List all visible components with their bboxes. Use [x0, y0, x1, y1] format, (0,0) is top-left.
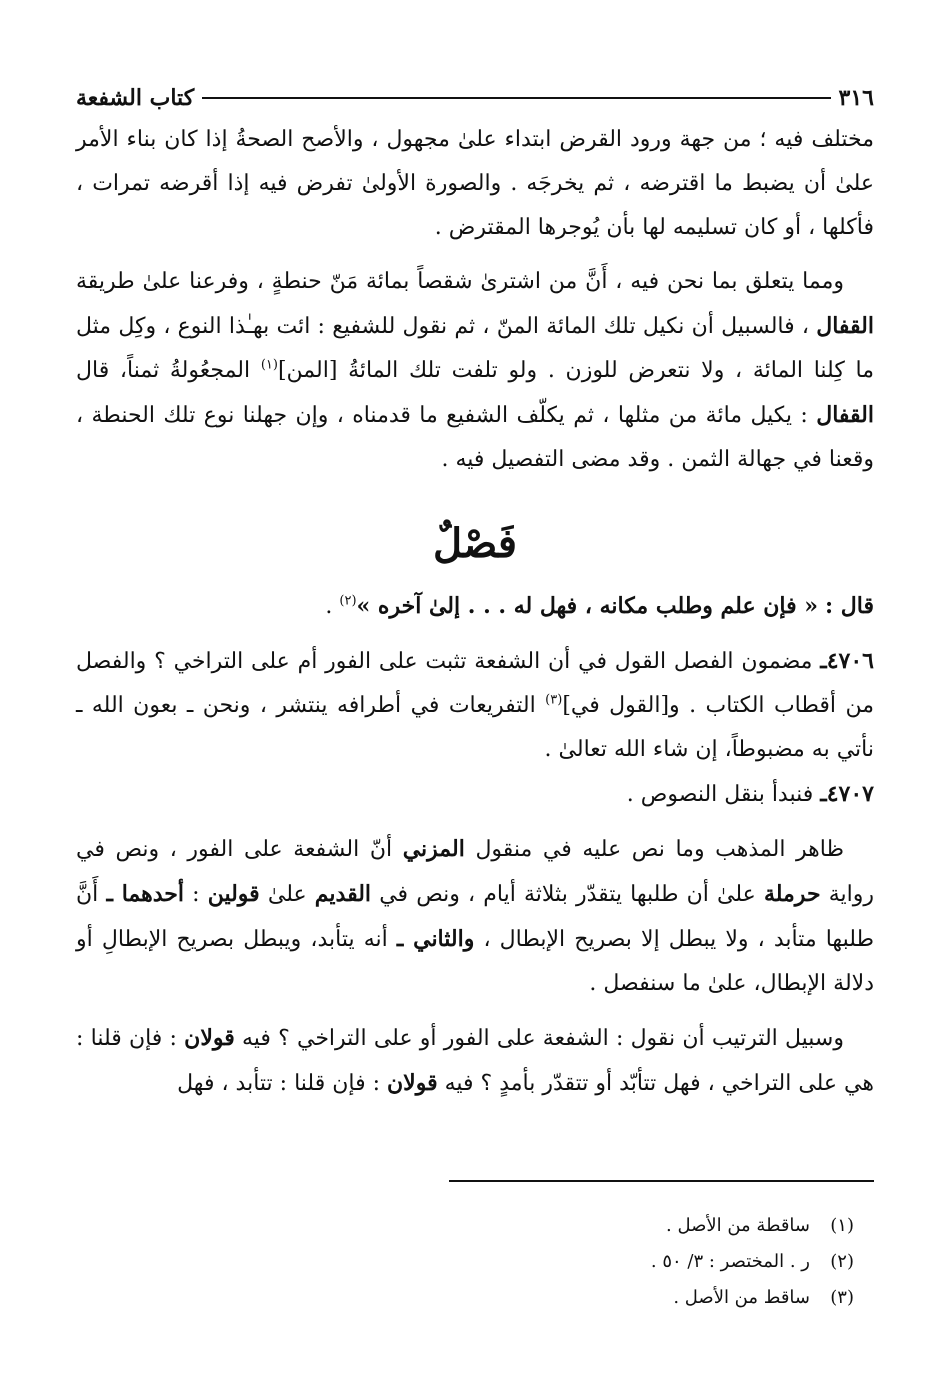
text-span: :: [192, 882, 200, 907]
name-muzani: المزني: [402, 836, 465, 862]
qala-prefix: قال :: [825, 593, 874, 619]
text-span: : فإن قلنا : تتأبد ، فهل: [177, 1071, 380, 1096]
text-span: أَنَّ طلبها متأبد ، ولا يبطل إلا بصريح الإبطال ،: [76, 882, 874, 952]
term-qawlan: قولان: [184, 1025, 235, 1051]
footnote-3: [76, 1280, 854, 1316]
footnote-2: [76, 1244, 854, 1280]
paragraph-6: [76, 1016, 874, 1106]
text-span: أنّ الشفعة على الفور ، ونص في رواية: [76, 837, 874, 907]
footnotes: [76, 1208, 854, 1316]
footnote-number: (٢): [830, 1251, 854, 1272]
page-number: ٣١٦: [838, 85, 874, 111]
text-span: : فإن قلنا : هي على التراخي ، فهل تتأبّد أو تتقدّر بأمدٍ ؟ فيه: [76, 1026, 874, 1096]
text-span: : يكيل مائة من مثلها ، ثم يكلّف الشفيع ما قدمناه ، وإن جهلنا نوع تلك الحنطة ، وقعنا في جهالة الثمن . وقد مضى التفصيل فيه .: [76, 403, 874, 472]
name-qaffal: القفال: [816, 313, 874, 339]
footnote-number: (١): [830, 1215, 854, 1236]
text-span: فنبدأ بنقل النصوص .: [626, 782, 814, 807]
text-span: ظاهر المذهب وما نص عليه في منقول: [475, 837, 844, 862]
footnote-text: ساقطة من الأصل .: [666, 1215, 810, 1236]
header-rule: [202, 97, 830, 99]
paragraph-number: ٤٧٠٦ـ: [820, 648, 874, 674]
footnote-number: (٣): [830, 1287, 854, 1308]
text-span: مضمون الفصل القول في أن الشفعة تثبت على الفور أم على التراخي ؟ والفصل من أقطاب الكتاب . و[القول في]: [76, 649, 874, 718]
text-span: ، فالسبيل أن نكيل تلك المائة المنّ ، ثم نقول للشفيع : ائت بهـٰذا النوع ، وكِل مثل ما كِلنا المائة ، ولا نتعرض للوزن . ولو تلفت تلك المائةُ [المن]: [76, 314, 874, 383]
term-qadim: القديم: [314, 881, 372, 907]
qala-quote: « فإن علم وطلب مكانه ، فهل له . . . إلىٰ آخره »: [356, 593, 819, 619]
section-heading: [76, 522, 874, 584]
fasl-ornament: فَصْلٌ: [432, 520, 518, 567]
book-title: كتاب الشفعة: [76, 85, 195, 111]
name-qaffal: القفال: [816, 402, 874, 428]
footnote-ref-1[interactable]: (١): [260, 357, 278, 373]
paragraph-4706: [76, 639, 874, 772]
term-qawlan: قولان: [387, 1070, 438, 1096]
term-thani: والثاني ـ: [396, 926, 475, 952]
paragraph-1: مختلف فيه ؛ من جهة ورود القرض ابتداء علىٰ مجهول ، والأصح الصحةُ إذا كان بناء الأمر علىٰ أن يضبط ما اقترضه ، ثم يخرجَه . والصورة الأولىٰ تفرض فيه إذا أقرضه تمرات ، فأكلها ، أو كان تسليمه لها بأن يُوجرها المقترض .: [76, 127, 874, 240]
text-span: وسبيل الترتيب أن نقول : الشفعة على الفور أو على التراخي ؟ فيه: [241, 1026, 844, 1051]
name-harmala: حرملة: [763, 881, 821, 907]
text-span: التفريعات في أطرافه ينتشر ، ونحن ـ بعون الله ـ نأتي به مضبوطاً، إن شاء الله تعالىٰ .: [76, 693, 874, 762]
main-text: [76, 118, 874, 1106]
text-span: علىٰ أن طلبها يتقدّر بثلاثة أيام ، ونص في: [379, 882, 756, 907]
term-ahaduhuma: أحدهما ـ: [106, 881, 184, 907]
paragraph-2: [76, 260, 874, 482]
footnote-ref-3[interactable]: (٣): [545, 692, 563, 708]
text-span: ومما يتعلق بما نحن فيه ، أَنَّ من اشترىٰ شقصاً بمائة مَنّ حنطةٍ ، وفرعنا علىٰ طريقة: [76, 269, 844, 294]
paragraph-4707: [76, 772, 874, 817]
running-header: [76, 78, 874, 118]
qala-line: [76, 584, 874, 629]
text-span: علىٰ: [267, 882, 307, 907]
footnote-ref-2[interactable]: (٢): [339, 593, 357, 609]
footnote-rule: [449, 1180, 874, 1182]
term-qawlayn: قولين: [207, 881, 260, 907]
text-span: المجعُولةُ ثمناً، قال: [76, 358, 251, 383]
text-span: .: [325, 594, 333, 619]
footnote-text: ساقط من الأصل .: [673, 1287, 810, 1308]
footnote-text: ر . المختصر : ٣/ ٥٠ .: [650, 1251, 810, 1272]
footnote-1: [76, 1208, 854, 1244]
paragraph-number: ٤٧٠٧ـ: [820, 781, 874, 807]
paragraph-5: [76, 827, 874, 1006]
text-span: أنه يتأبد، ويبطل بصريح الإبطالِ أو دلالة الإبطال، علىٰ ما سنفصل .: [76, 927, 874, 996]
